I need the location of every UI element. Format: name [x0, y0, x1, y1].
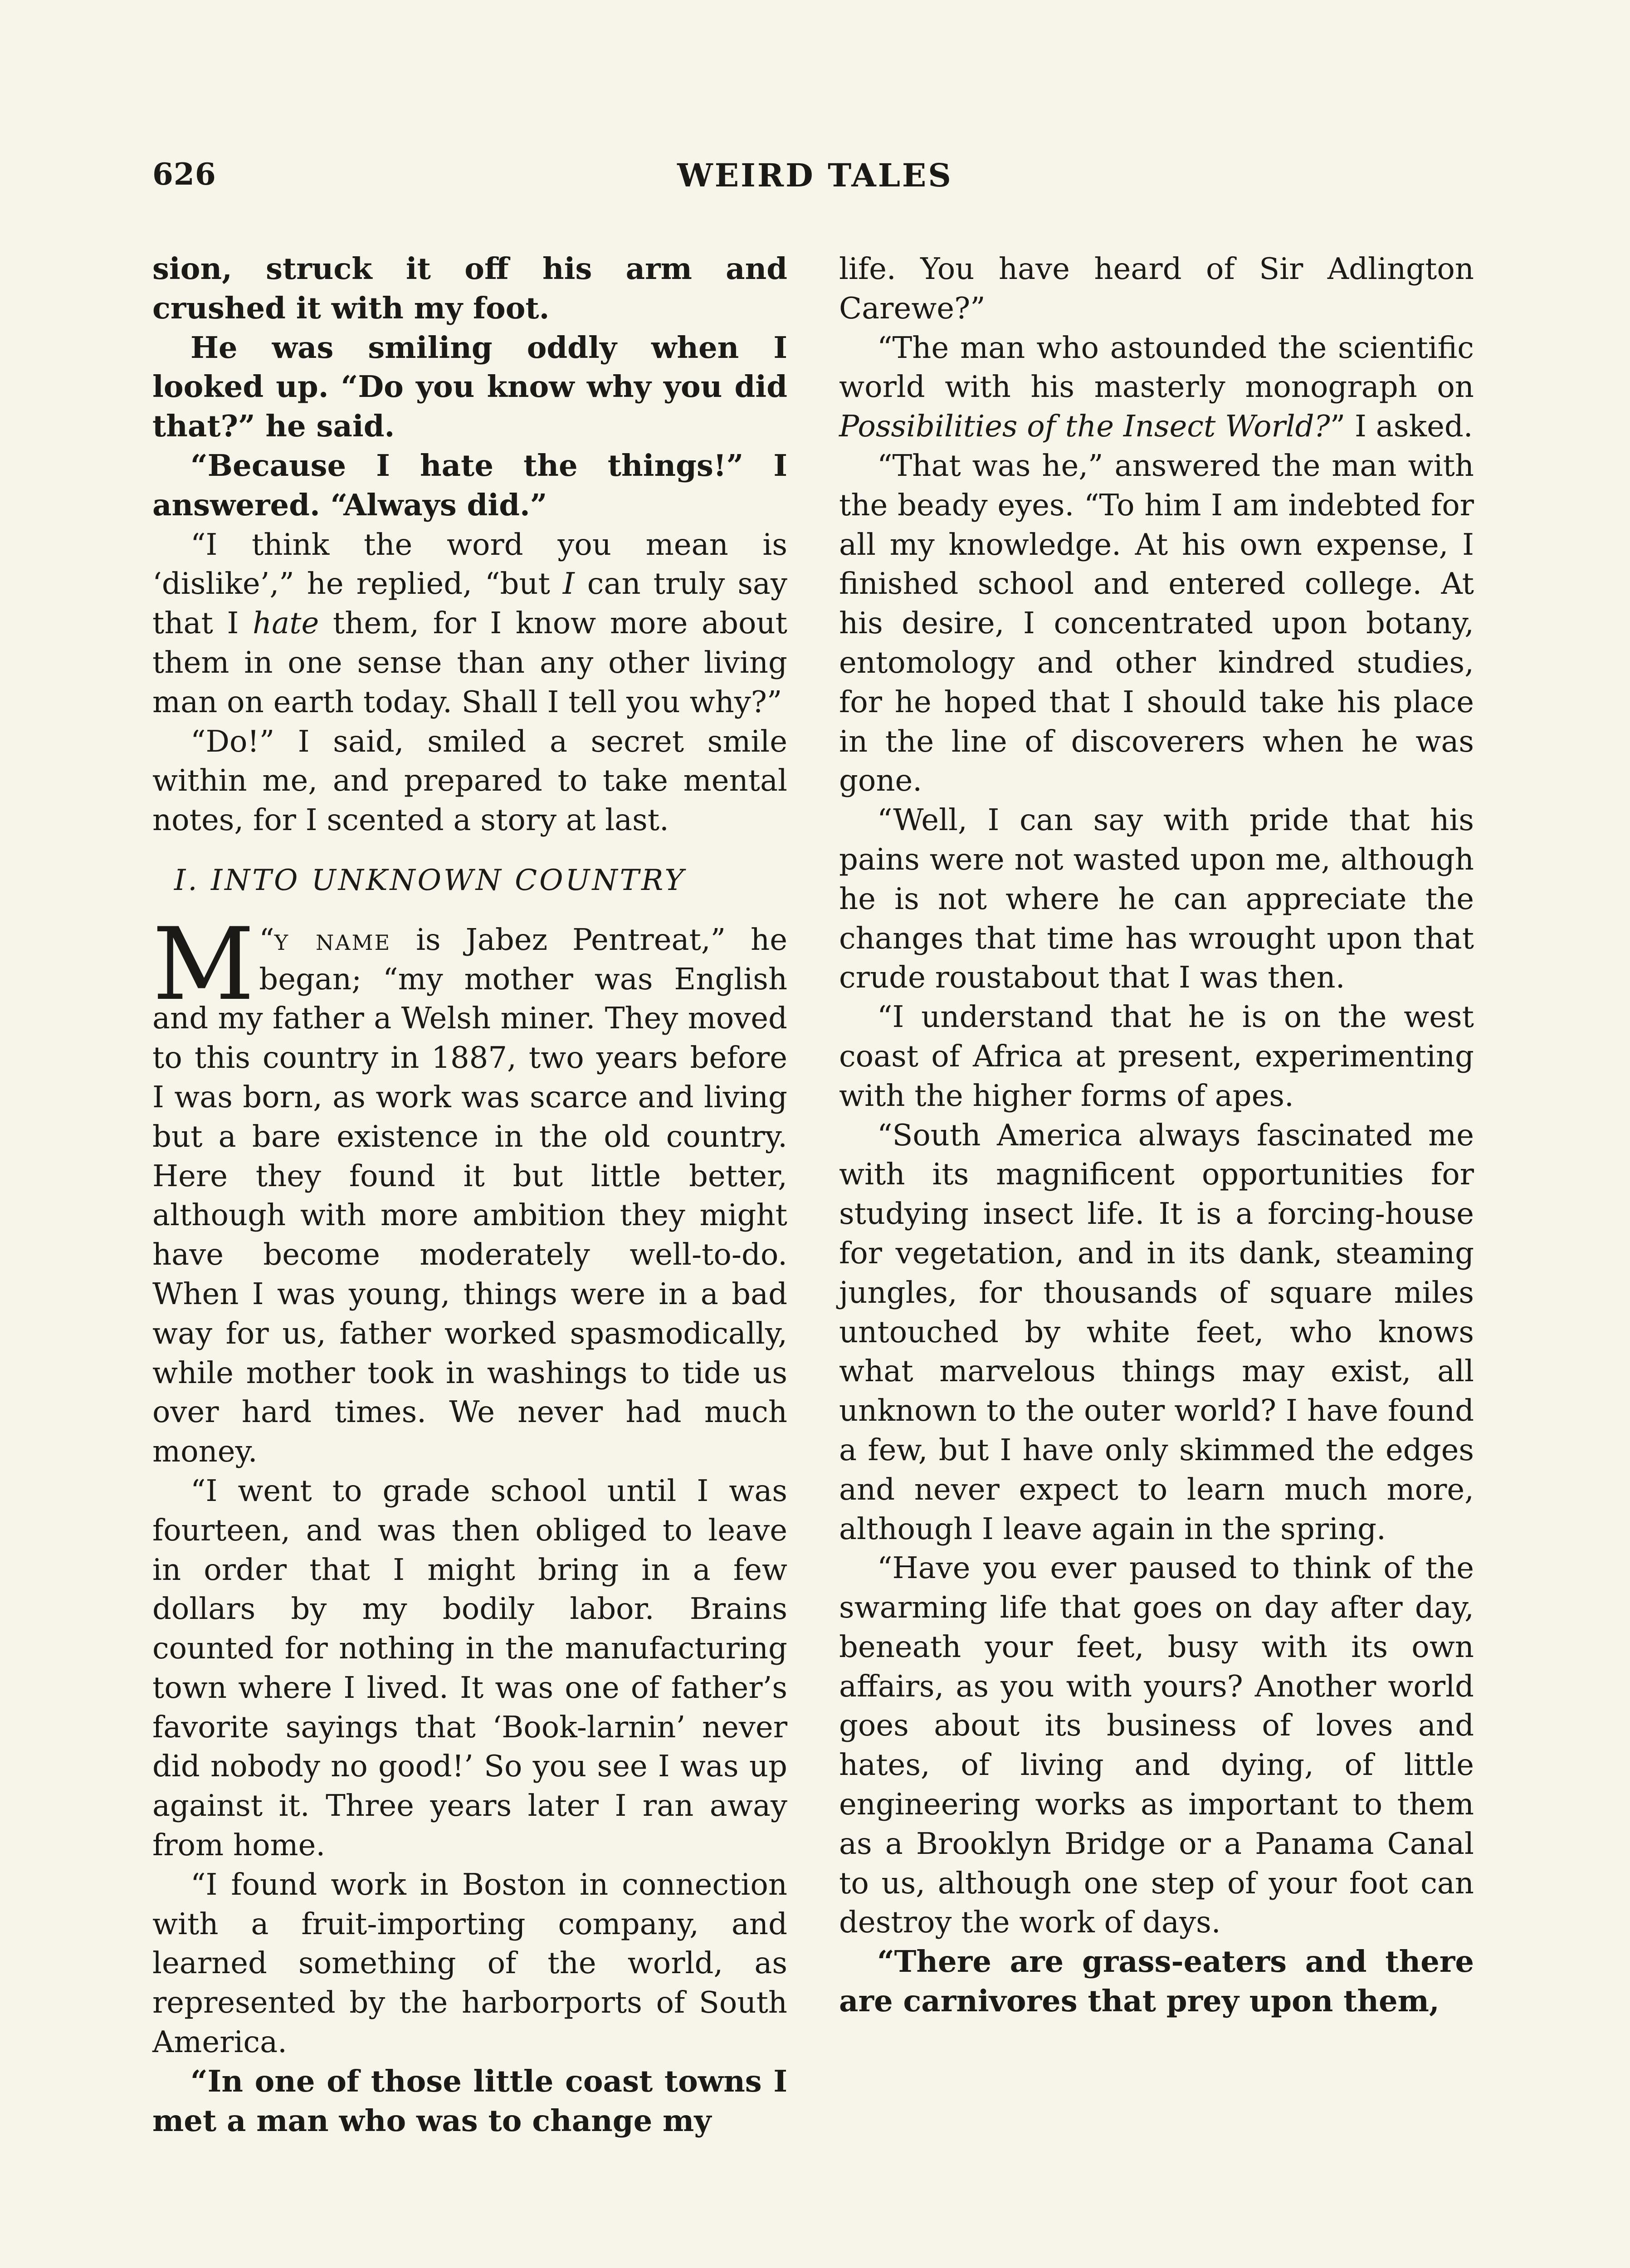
- left-column-closing-paragraphs: [152, 1471, 787, 2141]
- body-paragraph: [839, 1942, 1474, 2021]
- body-paragraph: [152, 1865, 787, 2062]
- text-run: “Do!” I said, smiled a secret smile within me, and prepared to take mental notes, for I scented a story at last.: [152, 724, 787, 838]
- body-paragraph: [839, 446, 1474, 801]
- text-run: “The man who astounded the scientific world with his masterly monograph on: [839, 330, 1474, 405]
- text-run: “Have you ever paused to think of the swarming life that goes on day after day, beneath your feet, busy with its own affairs, as you with yours? Another world goes about its business of loves and hates, of living and dying, of little engineering works as important to them as a Brooklyn Bridge or a Panama Canal to us, although one step of your foot can destroy the work of days.: [839, 1551, 1474, 1940]
- body-paragraph: [152, 525, 787, 722]
- text-run: ” I asked.: [1330, 409, 1473, 444]
- right-column-paragraphs: [839, 249, 1474, 2021]
- body-paragraph: [152, 722, 787, 840]
- drop-cap-open-quote: “: [259, 922, 274, 957]
- section-heading: I. INTO UNKNOWN COUNTRY: [174, 863, 686, 897]
- body-paragraph: [152, 446, 787, 525]
- drop-cap-letter: M: [152, 906, 255, 1022]
- body-paragraph: [152, 328, 787, 446]
- page-number: 626: [152, 156, 216, 192]
- body-paragraph: [839, 997, 1474, 1115]
- small-caps-lead: y name: [274, 922, 391, 957]
- bold-text: “In one of those little coast towns I met a man who was to change my: [152, 2063, 787, 2138]
- bold-text: He was smiling oddly when I looked up. “Do you know why you did that?” he said.: [152, 330, 787, 444]
- text-run: “Well, I can say with pride that his pains were not wasted upon me, although he is not where he can appreciate the changes that time has wrought upon that crude roustabout that I was then.: [839, 803, 1474, 995]
- text-run: can truly say that I: [152, 567, 787, 641]
- left-column-opening-paragraphs: [152, 249, 787, 840]
- body-paragraph: [839, 1116, 1474, 1549]
- bold-text: sion, struck it off his arm and crushed it with my foot.: [152, 251, 787, 326]
- text-run: “I understand that he is on the west coast of Africa at present, experimenting with the higher forms of apes.: [839, 1000, 1474, 1113]
- text-run: “That was he,” answered the man with the beady eyes. “To him I am indebted for all my knowledge. At his own expense, I finished school and entered college. At his desire, I concentrated upon botany, entomology and other kindred studies, for he hoped that I should take his place in the line of discoverers when he was gone.: [839, 448, 1474, 798]
- left-column: [152, 249, 787, 2141]
- body-paragraph: [839, 1549, 1474, 1942]
- body-paragraph: [152, 2062, 787, 2141]
- body-paragraph: [839, 328, 1474, 446]
- drop-cap-paragraph: [152, 906, 788, 1471]
- right-column: [839, 249, 1474, 2021]
- body-paragraph: [839, 249, 1474, 328]
- text-run: them, for I know more about them in one sense than any other living man on earth today. Shall I tell you why?”: [152, 606, 787, 719]
- running-head: WEIRD TALES: [677, 156, 953, 194]
- italic-text: hate: [252, 606, 319, 641]
- text-run: “I think the word you mean is ‘dislike’,” he replied, “but: [152, 527, 787, 601]
- body-paragraph: [839, 801, 1474, 997]
- text-run: “I found work in Boston in connection with a fruit-importing company, and learned something of the world, as represented by the harborports of South America.: [152, 1867, 787, 2060]
- text-run: life. You have heard of Sir Adlington Carewe?”: [839, 252, 1474, 326]
- text-run: “I went to grade school until I was fourteen, and was then obliged to leave in order that I might bring in a few dollars by my bodily labor. Brains counted for nothing in the manufacturing town where I lived. It was one of father’s favorite sayings that ‘Book-larnin’ never did nobody no good!’ So you see I was up against it. Three years later I ran away from home.: [152, 1473, 787, 1863]
- body-paragraph: [152, 1471, 787, 1865]
- bold-text: “There are grass-eaters and there are carnivores that prey upon them,: [839, 1944, 1474, 2019]
- drop-cap-paragraph-text: is Jabez Pentreat,” he began; “my mother was English and my father a Welsh miner. They moved to this country in 1887, two years before I was born, as work was scarce and living but a bare existence in the old country. Here they found it but little better, although with more ambition they might have become moderately well-to-do. When I was young, things were in a bad way for us, father worked spasmodically, while mother took in washings to tide us over hard times. We never had much money.: [152, 922, 788, 1469]
- text-run: “South America always fascinated me with its magnificent opportunities for studying insect life. It is a forcing-house for vegetation, and in its dank, steaming jungles, for thousands of square miles untouched by white feet, who knows what marvelous things may exist, all unknown to the outer world? I have found a few, but I have only skimmed the edges and never expect to learn much more, although I leave again in the spring.: [839, 1118, 1474, 1546]
- italic-text: I: [562, 567, 575, 601]
- body-paragraph: [152, 249, 787, 328]
- bold-text: “Because I hate the things!” I answered. “Always did.”: [152, 448, 787, 523]
- italic-text: Possibilities of the Insect World?: [839, 409, 1330, 444]
